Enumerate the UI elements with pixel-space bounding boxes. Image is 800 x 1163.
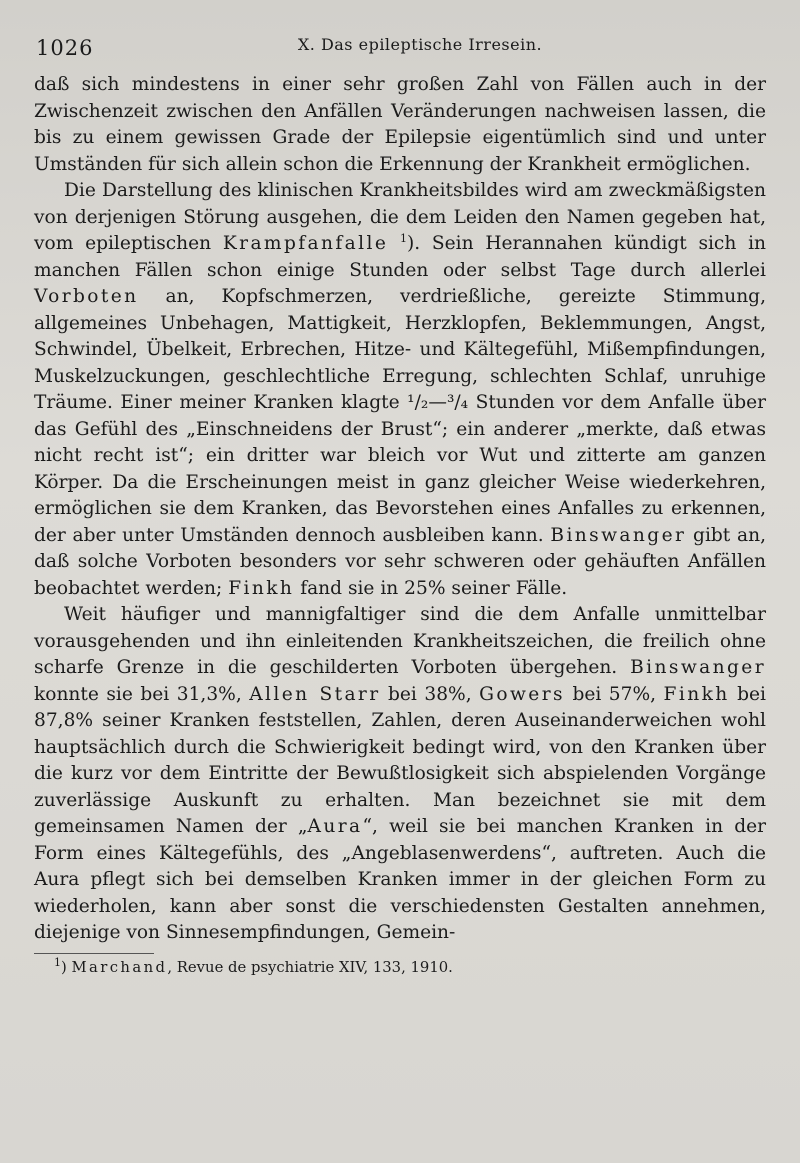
paragraph-3 xyxy=(34,602,766,947)
text-run: konnte sie bei 31,3%, xyxy=(34,683,250,705)
text-run: bei 38%, xyxy=(380,683,480,705)
footnote-text: , Revue de psychiatrie XIV, 133, 1910. xyxy=(167,958,453,976)
text-run: bei 87,8% seiner Kranken feststellen, Zahlen, deren Auseinanderweichen wohl hauptsächlich durch die Schwierigkeit bedingt wird, von den Kranken über die kurz vor dem Eintritte der Bewußtlosigkeit sich abspielenden Vorgänge zuverlässige Auskunft zu erhalten. Man bezeichnet sie mit dem gemeinsamen Namen der „ xyxy=(34,683,766,837)
text-run: Stunden vor dem Anfalle über das Gefühl des „Einschneidens der Brust“; ein anderer „merkte, daß etwas nicht recht ist“; ein dritter war bleich vor Wut und zitterte am ganzen Körper. Da die Erscheinungen meist in ganz gleicher Weise wiederkehren, ermöglichen sie dem Kranken, das Bevorstehen eines Anfalles zu erkennen, der aber unter Umständen dennoch ausbleiben kann. xyxy=(34,392,766,546)
text-run: bei 57%, xyxy=(564,683,664,705)
author-name: Finkh xyxy=(663,683,730,705)
text-run: Die Darstellung des klinischen Krankheitsbildes wird am zweckmäßigsten von derjenigen Störung ausgehen, die dem Leiden den Namen gegeben hat, vom epileptischen xyxy=(34,180,766,254)
footnote-marker: 1 xyxy=(54,955,61,969)
spaced-term: Aura xyxy=(307,816,363,837)
body-text xyxy=(34,72,766,947)
footnote-divider xyxy=(34,953,154,954)
author-name: Binswanger xyxy=(550,524,687,546)
paragraph-1: daß sich mindestens in einer sehr großen Zahl von Fällen auch in der Zwischenzeit zwischen den Anfällen Veränderungen nachweisen lassen, die bis zu einem gewissen Grade der Epilepsie eigentümlich sind und unter Umständen für sich allein schon die Erkennung der Krankheit ermöglichen. xyxy=(34,74,766,175)
page-number: 1026 xyxy=(36,36,94,60)
spaced-term: Vorboten xyxy=(34,286,139,307)
footnote: $^1$) Marchand, Revue de psychiatrie XIV, 133, 1910. xyxy=(54,955,453,976)
author-name: Finkh xyxy=(228,577,295,599)
spaced-term: Krampfanfalle xyxy=(222,233,389,254)
text-run: Weit häufiger und mannigfaltiger sind die dem Anfalle unmittelbar vorausgehenden und ihn einleitenden Krankheitszeichen, die freilich ohne scharfe Grenze in die geschilderten Vorboten übergehen. xyxy=(34,604,766,678)
footnote-author: Marchand xyxy=(71,958,168,976)
text-run: gibt an, daß solche Vorboten besonders vor sehr schweren oder gehäuften Anfällen beobachtet werden; xyxy=(34,524,766,599)
author-name: Binswanger xyxy=(630,657,766,678)
text-run: an, Kopfschmerzen, verdrießliche, gereizte Stimmung, allgemeines Unbehagen, Mattigkeit, Herzklopfen, Beklemmungen, Angst, Schwindel, Übelkeit, Erbrechen, Hitze- und Kältegefühl, Mißempfindungen, Muskelzuckungen, geschlechtliche Erregung, schlechten Schlaf, unruhige Träume. Einer meiner Kranken klagte xyxy=(34,286,766,413)
footnote-ref[interactable]: 1 xyxy=(400,231,408,245)
text-run: ). Sein Herannahen kündigt sich in manchen Fällen schon einige Stunden oder selbst Tage durch allerlei xyxy=(34,233,766,281)
author-name: Gowers xyxy=(479,683,565,705)
running-head: X. Das epileptische Irresein. xyxy=(297,35,543,54)
paragraph-2 xyxy=(34,178,766,602)
author-name: Allen Starr xyxy=(249,683,381,705)
page-header xyxy=(34,28,766,72)
text-run: fand sie in 25% seiner Fälle. xyxy=(294,577,568,599)
fraction: ¹/₂—³/₄ xyxy=(407,392,469,413)
text-run: “, weil sie bei manchen Kranken in der Form eines Kältegefühls, des „Angeblasenwerdens“, auftreten. Auch die Aura pflegt sich bei demselben Kranken immer in der gleichen Form zu wiederholen, kann aber sonst die verschiedensten Gestalten annehmen, diejenige von Sinnesempfindungen, Gemein- xyxy=(34,816,767,943)
